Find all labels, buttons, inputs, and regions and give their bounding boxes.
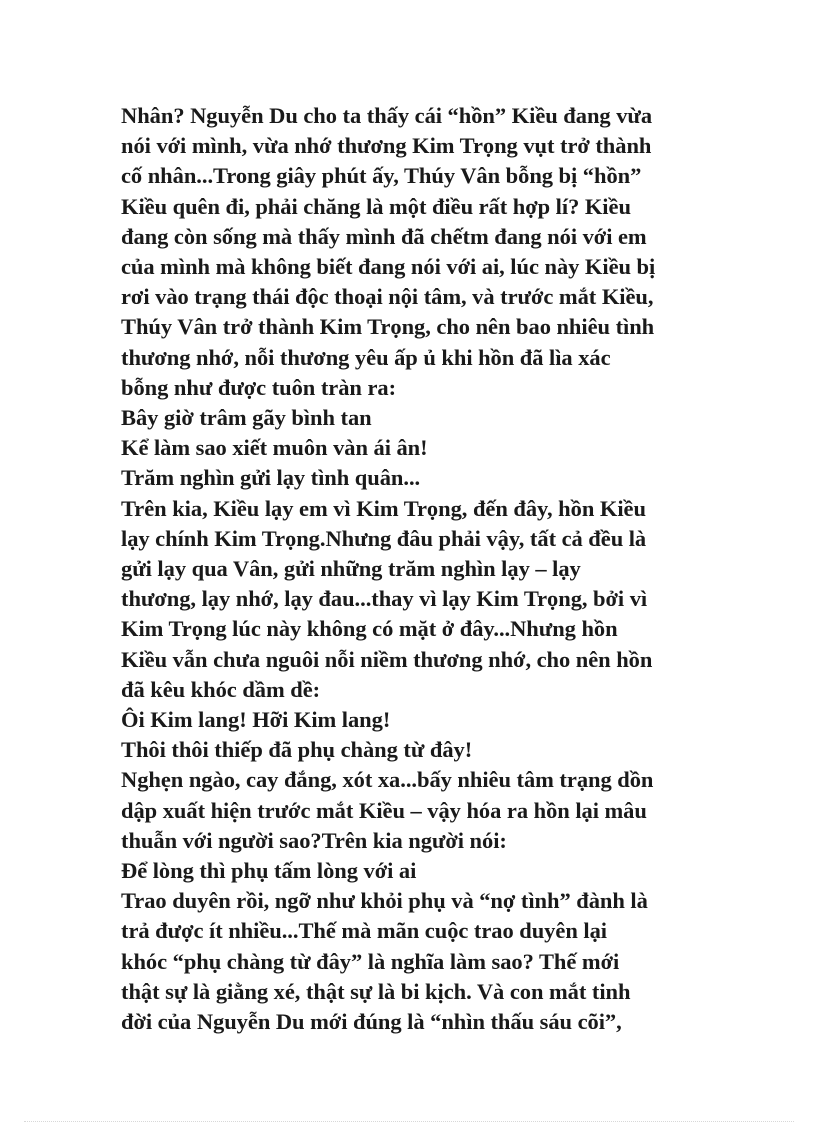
text-line: lạy chính Kim Trọng.Nhưng đâu phải vậy, tất cả đều là [121, 525, 647, 551]
text-line: Kim Trọng lúc này không có mặt ở đây...Nhưng hồn [121, 616, 618, 642]
text-line: nói với mình, vừa nhớ thương Kim Trọng vụt trở thành [121, 133, 652, 159]
verse-line: Để lòng thì phụ tấm lòng với ai [121, 858, 417, 884]
text-line: bỗng như được tuôn tràn ra: [121, 374, 397, 400]
text-line: Nhân? Nguyễn Du cho ta thấy cái “hồn” Kiều đang vừa [121, 103, 653, 128]
text-line: trả được ít nhiều...Thế mà mãn cuộc trao duyên lại [121, 918, 607, 944]
text-line: đã kêu khóc dầm dề: [121, 676, 321, 702]
text-line: đang còn sống mà thấy mình đã chếtm đang nói với em [121, 223, 647, 249]
text-line: khóc “phụ chàng từ đây” là nghĩa làm sao? Thế mới [121, 948, 620, 974]
text-line: cố nhân...Trong giây phút ấy, Thúy Vân bỗng bị “hồn” [121, 163, 642, 189]
text-line: của mình mà không biết đang nói với ai, lúc này Kiều bị [121, 254, 656, 280]
verse-line: Thôi thôi thiếp đã phụ chàng từ đây! [121, 737, 473, 763]
text-line: thương nhớ, nỗi thương yêu ấp ủ khi hồn đã lìa xác [121, 344, 611, 370]
text-line: Kiều quên đi, phải chăng là một điều rất hợp lí? Kiều [121, 193, 631, 219]
verse-line: Bây giờ trâm gãy bình tan [121, 405, 372, 431]
text-line: thuẫn với người sao?Trên kia người nói: [121, 827, 507, 853]
text-line: dập xuất hiện trước mắt Kiều – vậy hóa ra hồn lại mâu [121, 797, 647, 823]
text-line: thương, lạy nhớ, lạy đau...thay vì lạy Kim Trọng, bởi vì [121, 586, 648, 612]
page-bottom-divider [24, 1121, 794, 1122]
text-line: Nghẹn ngào, cay đắng, xót xa...bấy nhiêu tâm trạng dồn [121, 767, 654, 793]
body-text [121, 101, 721, 1037]
text-line: Trên kia, Kiều lạy em vì Kim Trọng, đến đây, hồn Kiều [121, 495, 646, 521]
verse-line: Trăm nghìn gửi lạy tình quân... [121, 465, 421, 491]
text-line: Trao duyên rồi, ngỡ như khỏi phụ và “nợ tình” đành là [121, 888, 648, 914]
text-line: thật sự là giằng xé, thật sự là bi kịch. Và con mắt tinh [121, 978, 631, 1004]
text-line: Thúy Vân trở thành Kim Trọng, cho nên bao nhiêu tình [121, 314, 655, 340]
verse-line: Kể làm sao xiết muôn vàn ái ân! [121, 435, 428, 461]
text-line: rơi vào trạng thái độc thoại nội tâm, và trước mắt Kiều, [121, 284, 654, 310]
verse-line: Ôi Kim lang! Hỡi Kim lang! [121, 707, 391, 733]
text-line: gửi lạy qua Vân, gửi những trăm nghìn lạy – lạy [121, 556, 581, 582]
text-line: đời của Nguyễn Du mới đúng là “nhìn thấu sáu cõi”, [121, 1009, 622, 1035]
text-line: Kiều vẫn chưa nguôi nỗi niềm thương nhớ, cho nên hồn [121, 646, 653, 672]
